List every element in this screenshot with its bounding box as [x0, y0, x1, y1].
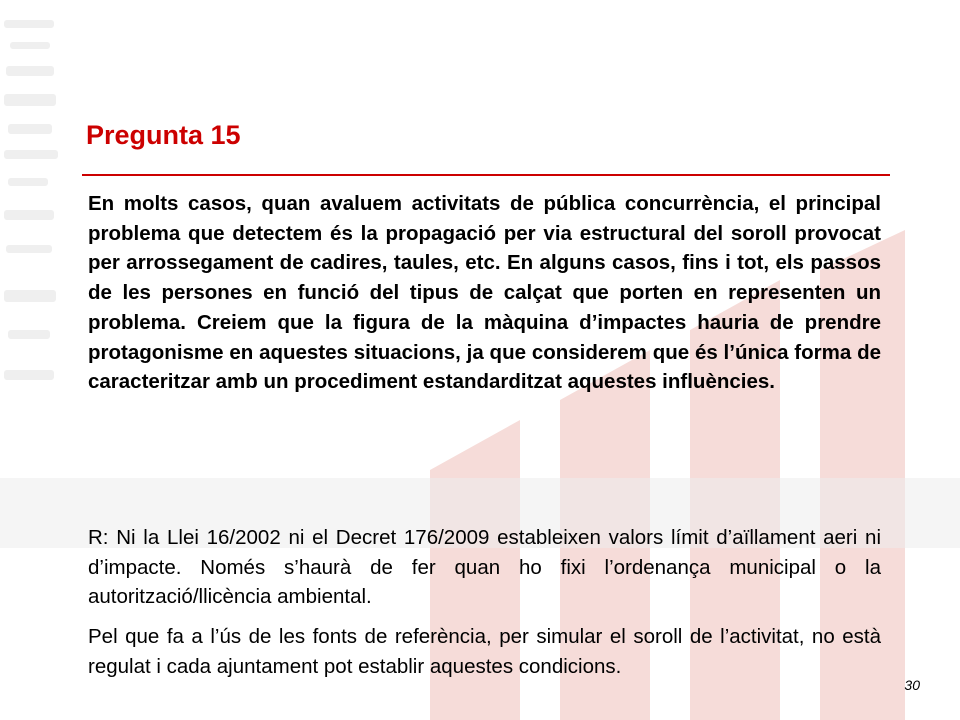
answer-paragraph-1: R: Ni la Llei 16/2002 ni el Decret 176/2009 estableixen valors límit d’aïllament aeri ni d’impacte. Només s’haurà de fer quan ho fixi l’ordenança municipal o la autorització/llicència ambiental.: [88, 526, 881, 609]
question-paragraph: En molts casos, quan avaluem activitats de pública concurrència, el principal problema que detectem és la propagació per via estructural del soroll provocat per arrossegament de cadires, taules, etc. En alguns casos, fins i tot, els passos de les persones en funció del tipus de calçat que porten en representen un problema. Creiem que la figura de la màquina d’impactes hauria de prendre protagonisme en aquestes situacions, ja que considerem que és l’única forma de caracteritzar amb un procediment estandarditzat aquestes influències.: [88, 192, 881, 394]
title-underline: [82, 174, 890, 176]
answer-paragraph-2: Pel que fa a l’ús de les fonts de referència, per simular el soroll de l’activitat, no està regulat i cada ajuntament pot establir aquestes condicions.: [88, 625, 881, 678]
page-number: 30: [904, 677, 920, 693]
left-faded-text-strip: [4, 20, 58, 380]
slide-title: Pregunta 15: [86, 120, 241, 150]
